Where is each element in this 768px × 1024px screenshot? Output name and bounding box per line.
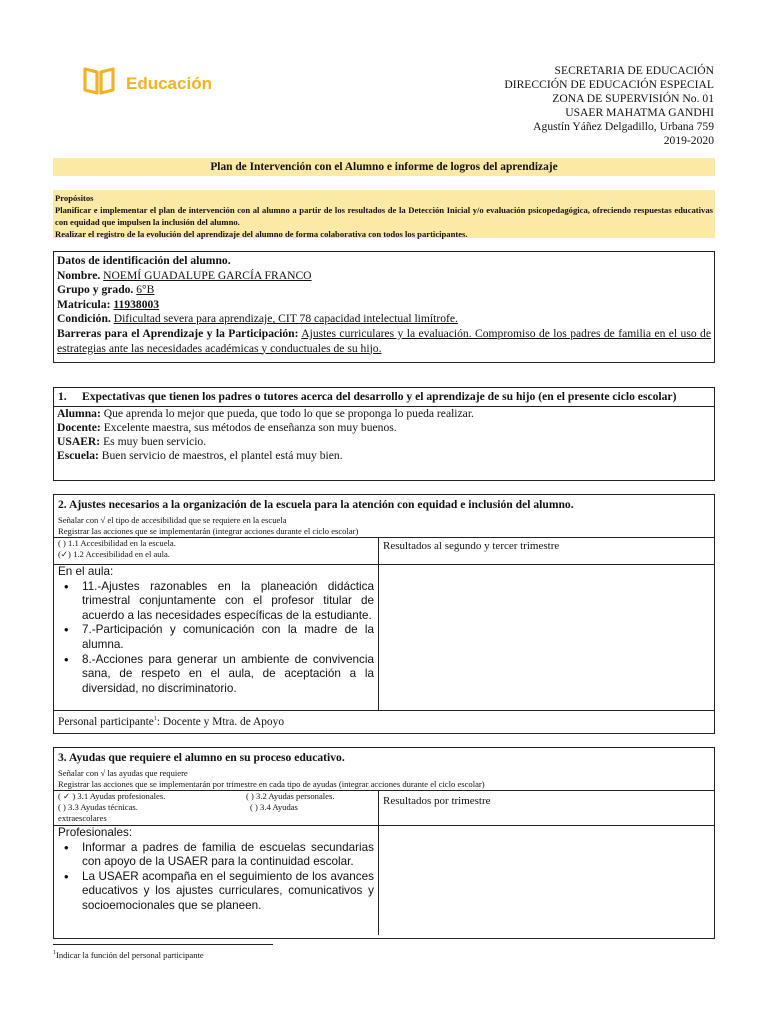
row-text: Excelente maestra, sus métodos de enseñanza son muy buenos.	[103, 421, 397, 434]
student-name: NOEMÍ GUADALUPE GARCÍA FRANCO	[103, 268, 312, 282]
row-label: Alumna:	[57, 407, 101, 420]
row-label: Docente:	[57, 421, 101, 434]
list-item: • La USAER acompaña en el seguimiento de los avances educativos y los ajustes curriculares, comunicativos y socioemocionales que se planeen.	[82, 870, 374, 914]
results-cell[interactable]	[378, 565, 714, 710]
instruction-text: Señalar con √ el tipo de accesibilidad que se requiere en la escuela	[58, 515, 287, 525]
header-line: USAER MAHATMA GANDHI	[565, 106, 714, 119]
options-cell	[54, 791, 378, 825]
row-label: USAER:	[57, 435, 101, 448]
instruction-text: Señalar con √ las ayudas que requiere	[58, 768, 188, 778]
adjustments-section	[53, 494, 715, 734]
student-data-heading: Datos de identificación del alumno.	[57, 254, 231, 267]
expectations-heading	[54, 388, 714, 407]
list-item: • Informar a padres de familia de escuelas secundarias con apoyo de la USAER para la continuidad escolar.	[82, 841, 374, 870]
support-option[interactable]: ( ) 3.4 Ayudas	[250, 802, 298, 812]
context-label: Profesionales:	[58, 826, 133, 839]
footnote-divider	[53, 944, 273, 945]
header-line: 2019-2020	[663, 134, 714, 147]
support-option[interactable]: ( ) 3.2 Ayudas personales.	[246, 791, 335, 801]
institution-header	[504, 64, 714, 148]
actions-row	[54, 825, 714, 935]
footnote-ref: 1	[153, 716, 157, 722]
supports-section	[53, 747, 715, 939]
support-option[interactable]: ( ) 3.3 Ayudas técnicas.	[58, 802, 138, 812]
options-row	[54, 537, 714, 564]
actions-list	[58, 580, 374, 697]
support-option[interactable]: ( ✓ ) 3.1 Ayudas profesionales.	[58, 791, 166, 801]
field-label: Grupo y grado.	[57, 283, 134, 297]
field-label: Nombre.	[57, 268, 101, 282]
document-title: Plan de Intervención con el Alumno e informe de logros del aprendizaje	[53, 158, 715, 176]
footnote	[53, 948, 204, 961]
logo-text: Educación	[126, 73, 212, 93]
expectation-row	[54, 407, 714, 421]
field-label: Matricula:	[57, 297, 111, 311]
expectations-heading-text: Expectativas que tienen los padres o tutores acerca del desarrollo y el aprendizaje de su hijo (en el presente ciclo escolar)	[82, 390, 677, 403]
expectation-row	[54, 435, 714, 449]
actions-cell	[54, 826, 378, 935]
actions-list	[58, 841, 374, 914]
personnel-label: Personal participante	[58, 715, 154, 728]
personnel-value: : Docente y Mtra. de Apoyo	[156, 715, 285, 728]
field-label: Barreras para el Aprendizaje y la Participación:	[57, 326, 299, 340]
instruction-text: Registrar las acciones que se implementarán por trimestre en cada tipo de ayudas (integrar acciones durante el ciclo escolar)	[58, 779, 485, 789]
supports-heading: 3. Ayudas que requiere el alumno en su proceso educativo.	[58, 751, 345, 764]
student-condition: Dificultad severa para aprendizaje, CIT 78 capacidad intelectual limítrofe.	[113, 312, 458, 326]
header-line: DIRECCIÓN DE EDUCACIÓN ESPECIAL	[504, 78, 714, 91]
student-data-box	[53, 251, 715, 363]
row-text: Es muy buen servicio.	[103, 435, 207, 448]
actions-row	[54, 564, 714, 710]
list-item: • 7.-Participación y comunicación con la madre de la alumna.	[82, 623, 374, 652]
options-row	[54, 790, 714, 825]
logo	[82, 66, 212, 101]
results-header: Resultados al segundo y tercer trimestre	[378, 538, 714, 564]
row-text: Que aprenda lo mejor que pueda, que todo lo que se proponga lo pueda realizar.	[103, 407, 474, 420]
purpose-label: Propósitos	[55, 193, 94, 203]
section-number: 1.	[58, 390, 67, 403]
student-barriers: Ajustes curriculares y la evaluación. Compromiso de los padres de familia en el uso de estrategias ante las necesidades académicas y conductuales de su hijo.	[57, 326, 711, 355]
header-line: Agustín Yáñez Delgadillo, Urbana 759	[533, 120, 714, 133]
row-text: Buen servicio de maestros, el plantel está muy bien.	[101, 449, 343, 462]
context-label: En el aula:	[58, 565, 114, 578]
open-book-icon	[82, 66, 116, 101]
footnote-text: Indicar la función del personal participante	[56, 949, 204, 960]
support-option-cont: extraescolares	[58, 813, 107, 823]
student-group: 6°B	[136, 283, 155, 297]
instruction-text: Registrar las acciones que se implementarán (integrar acciones durante el ciclo escolar)	[58, 526, 359, 536]
purpose-line: Realizar el registro de la evolución del aprendizaje del alumno de forma colaborativa con todos los participantes.	[55, 229, 468, 239]
expectations-section	[53, 387, 715, 481]
expectation-row	[54, 449, 714, 463]
results-cell[interactable]	[378, 826, 714, 935]
results-header: Resultados por trimestre	[378, 791, 714, 825]
list-item: • 11.-Ajustes razonables en la planeación didáctica trimestral conjuntamente con el profesor titular de acuerdo a las necesidades específicas de la estudiante.	[82, 580, 374, 624]
purpose-box	[53, 190, 715, 238]
accessibility-option[interactable]: (✓) 1.2 Accesibilidad en el aula.	[58, 549, 170, 559]
adjustments-heading: 2. Ajustes necesarios a la organización de la escuela para la atención con equidad e inclusión del alumno.	[58, 498, 574, 511]
expectation-row	[54, 421, 714, 435]
student-id: 11938003	[113, 297, 160, 311]
field-label: Condición.	[57, 312, 111, 326]
header-line: SECRETARIA DE EDUCACIÓN	[554, 64, 714, 77]
actions-cell	[54, 565, 378, 710]
row-label: Escuela:	[57, 449, 99, 462]
options-cell	[54, 538, 378, 564]
footnote-number: 1	[53, 950, 56, 956]
list-item: • 8.-Acciones para generar un ambiente de convivencia sana, de respeto en el aula, de aceptación a la diversidad, no discriminatorio.	[82, 653, 374, 697]
accessibility-option[interactable]: ( ) 1.1 Accesibilidad en la escuela.	[58, 538, 176, 548]
purpose-line: Planificar e implementar el plan de intervención con al alumno a partir de los resultados de la Detección Inicial y/o evaluación psicopedagógica, ofreciendo respuestas educativas con equidad que impulsen la inclusión del alumno.	[55, 205, 713, 227]
header-line: ZONA DE SUPERVISIÓN No. 01	[552, 92, 714, 105]
personnel-row	[54, 710, 714, 730]
